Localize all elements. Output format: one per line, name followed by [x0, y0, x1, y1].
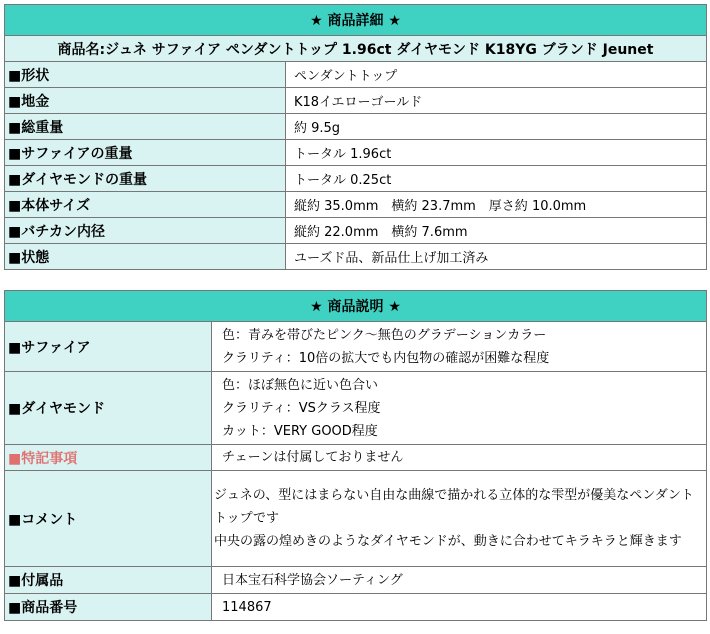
comment-line: ジュネの、型にはまらない自由な曲線で描かれる立体的な雫型が優美なペンダントトップです: [214, 488, 694, 526]
diamond-cut-line: カット：VERY GOOD程度: [222, 423, 378, 439]
product-description-table: [4, 290, 707, 621]
spec-value: ペンダントトップ: [286, 62, 707, 88]
product-name: 商品名:ジュネ サファイア ペンダントトップ 1.96ct ダイヤモンド K18YG ブランド Jeunet: [5, 36, 707, 62]
spec-label: ■ダイヤモンドの重量: [5, 166, 286, 192]
sapphire-label: ■サファイア: [5, 322, 212, 372]
spec-row: [5, 166, 707, 192]
spec-row: [5, 62, 707, 88]
product-details-table: [4, 4, 707, 270]
diamond-details: [212, 372, 707, 445]
product-number-value: 114867: [212, 594, 707, 621]
product-number-label: ■商品番号: [5, 594, 212, 621]
special-note-label: ■特記事項: [5, 445, 212, 471]
diamond-clarity-line: クラリティ：VSクラス程度: [222, 400, 381, 416]
spec-label: ■サファイアの重量: [5, 140, 286, 166]
comment-line: 中央の露の煌めきのようなダイヤモンドが、動きに合わせてキラキラと輝きます: [214, 534, 682, 549]
sapphire-clarity-line: クラリティ：10倍の拡大でも内包物の確認が困難な程度: [222, 350, 550, 366]
comment-label: ■コメント: [5, 471, 212, 567]
spec-label: ■総重量: [5, 114, 286, 140]
spec-label: ■本体サイズ: [5, 192, 286, 218]
spec-row: [5, 140, 707, 166]
desc-row-comment: [5, 471, 707, 567]
spec-row: [5, 114, 707, 140]
spec-label: ■バチカン内径: [5, 218, 286, 244]
desc-row-sapphire: [5, 322, 707, 372]
spec-row: [5, 192, 707, 218]
spec-label: ■地金: [5, 88, 286, 114]
desc-row-product-number: [5, 594, 707, 621]
spec-label: ■状態: [5, 244, 286, 270]
spec-row: [5, 218, 707, 244]
details-header: ★ 商品詳細 ★: [5, 5, 707, 36]
spec-value: ユーズド品、新品仕上げ加工済み: [286, 244, 707, 270]
desc-row-special-note: [5, 445, 707, 471]
spec-label: ■形状: [5, 62, 286, 88]
description-header: ★ 商品説明 ★: [5, 291, 707, 322]
diamond-color-line: 色：ほぼ無色に近い色合い: [222, 377, 379, 393]
special-note-value: チェーンは付属しておりません: [212, 445, 707, 471]
spec-value: K18イエローゴールド: [286, 88, 707, 114]
spec-value: 約 9.5g: [286, 114, 707, 140]
spec-value: 縦約 22.0mm 横約 7.6mm: [286, 218, 707, 244]
sapphire-details: [212, 322, 707, 372]
comment-text: [212, 471, 707, 567]
sapphire-color-line: 色：青みを帯びたピンク～無色のグラデーションカラー: [222, 327, 547, 343]
spec-row: [5, 244, 707, 270]
desc-row-diamond: [5, 372, 707, 445]
accessories-value: 日本宝石科学協会ソーティング: [212, 567, 707, 594]
desc-row-accessories: [5, 567, 707, 594]
spec-row: [5, 88, 707, 114]
diamond-label: ■ダイヤモンド: [5, 372, 212, 445]
spec-value: 縦約 35.0mm 横約 23.7mm 厚さ約 10.0mm: [286, 192, 707, 218]
spec-value: トータル 0.25ct: [286, 166, 707, 192]
accessories-label: ■付属品: [5, 567, 212, 594]
spec-value: トータル 1.96ct: [286, 140, 707, 166]
